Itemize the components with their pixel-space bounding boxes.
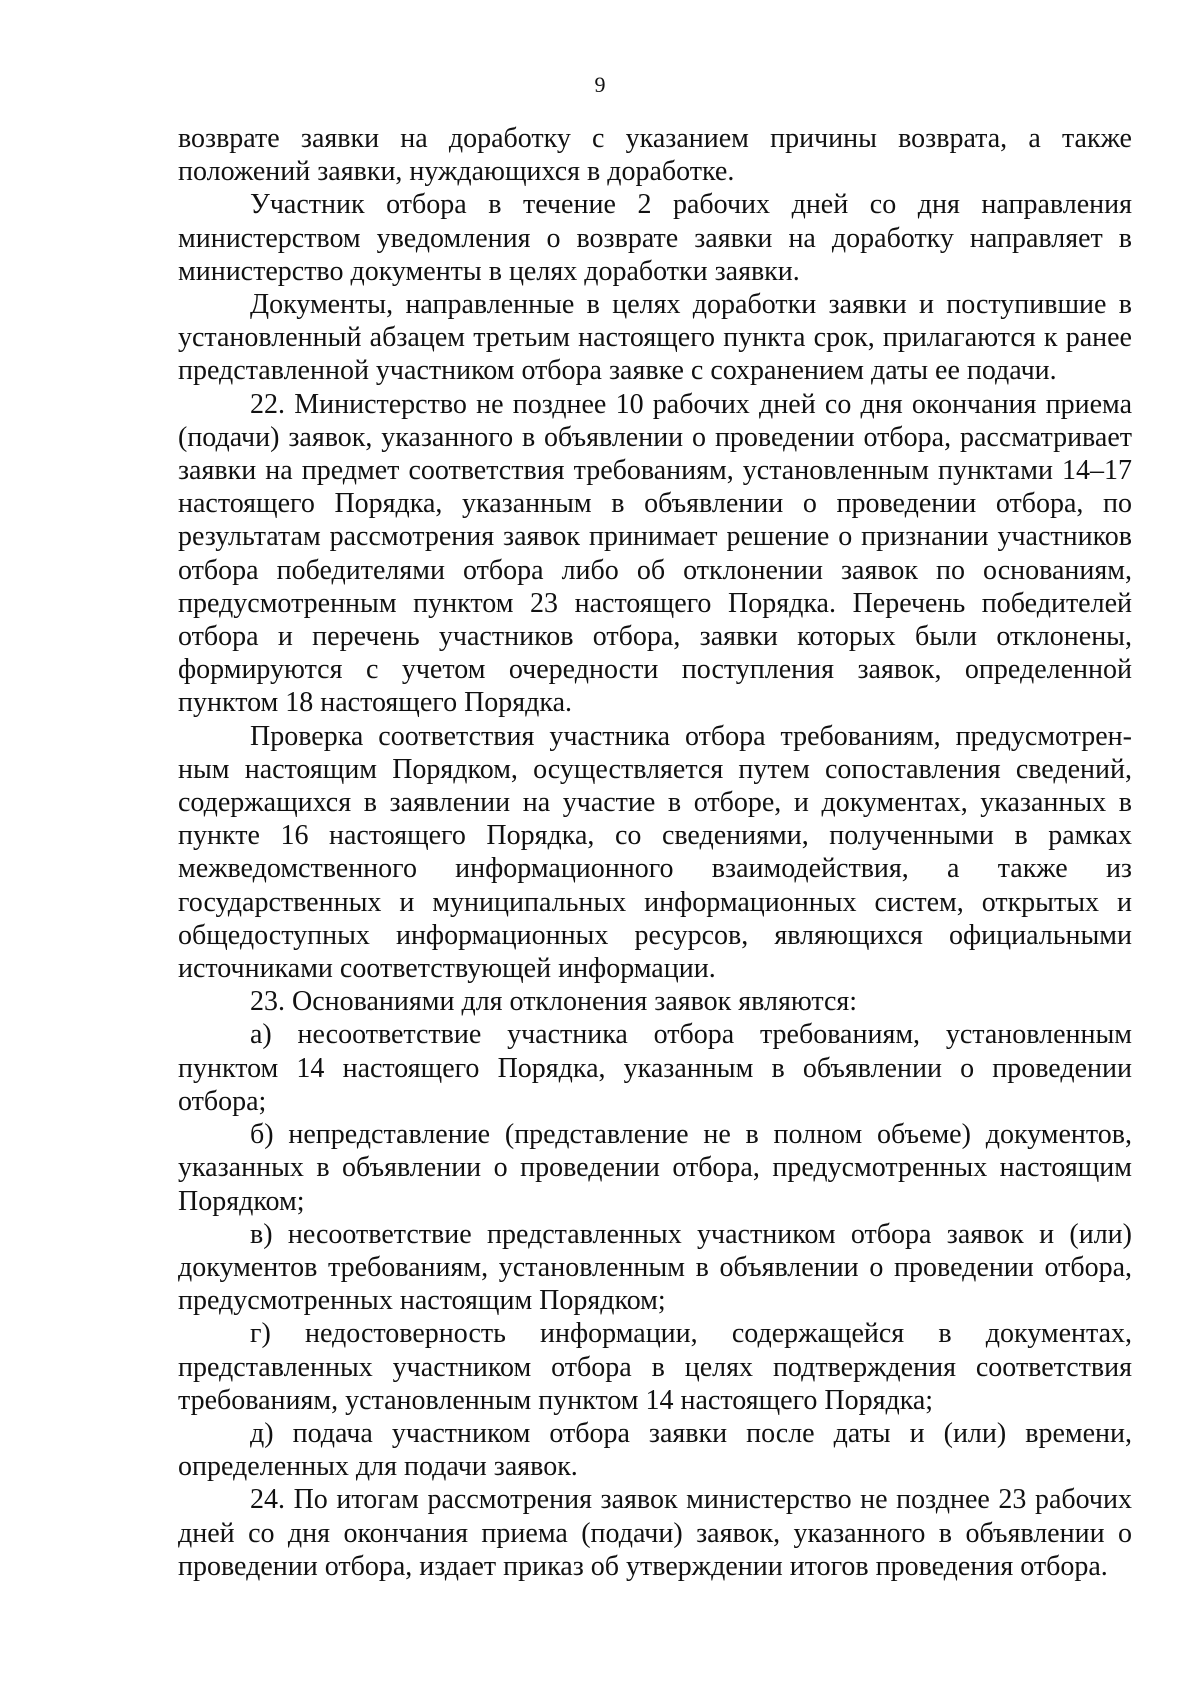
paragraph-participant-deadline: Участник отбора в течение 2 рабочих дней со дня направления министерством уведомления о возврате заявки на доработку направляет в министерство документы в целях доработки заявки. — [178, 189, 1132, 287]
list-item-d: д) подача участником отбора заявки после даты и (или) времени, определенных для подачи заявок. — [178, 1417, 1132, 1483]
page-number: 9 — [594, 72, 606, 97]
list-item-a: а) несоответствие участника отбора требованиям, установленным пунктом 14 настоящего Порядка, указанным в объявлении о проведении отбора; — [178, 1019, 1132, 1117]
list-item-b: б) непредставление (представление не в полном объеме) документов, указанных в объявлении о проведении отбора, предусмотренных настоящим Порядком; — [178, 1119, 1132, 1217]
paragraph-clause-24: 24. По итогам рассмотрения заявок министерство не позднее 23 рабочих дней со дня окончания приема (подачи) заявок, указанного в объявлении о проведении отбора, издает приказ об утверждении итогов проведения отбора. — [178, 1484, 1132, 1582]
document-body — [178, 122, 1132, 1583]
paragraph-continuation: возврате заявки на доработку с указанием причины возврата, а также положений заявки, нуждающихся в доработке. — [178, 123, 1132, 188]
list-item-g: г) недостоверность информации, содержащейся в документах, представленных участником отбора в целях подтверждения соответствия требованиям, установленным пунктом 14 настоящего Порядка; — [178, 1318, 1132, 1416]
paragraph-revised-documents: Документы, направленные в целях доработки заявки и поступившие в установленный абзацем третьим настоящего пункта срок, прилагаются к ранее представленной участником отбора заявке с сохранением даты ее подачи. — [178, 289, 1132, 387]
paragraph-clause-22: 22. Министерство не позднее 10 рабочих дней со дня окончания приема (подачи) заявок, указанного в объявлении о проведении отбора, рассматривает заявки на предмет соответствия требованиям, установленным пунктами 14–17 настоящего Порядка, указанным в объявлении о проведении отбора, по результатам рассмотрения заявок принимает решение о признании участников отбора победителями отбора либо об отклонении заявок по основаниям, предусмотренным пунктом 23 настоящего Порядка. Перечень победителей отбора и перечень участников отбора, заявки которых были отклонены, формируются с учетом очередности поступления заявок, определенной пунктом 18 настоящего Порядка. — [178, 388, 1132, 719]
paragraph-clause-23: 23. Основаниями для отклонения заявок являются: — [250, 986, 858, 1018]
paragraph-compliance-check: Проверка соответствия участника отбора требованиям, предусмотренным настоящим Порядком, осуществляется путем сопоставления сведений, содержащихся в заявлении на участие в отборе, и документах, указанных в пункте 16 настоящего Порядка, со сведениями, полученными в рамках межведомственного информационного взаимодействия, а также из государственных и муниципальных информационных систем, открытых и общедоступных информационных ресурсов, являющихся официальными источниками соответствующей информации. — [178, 720, 1132, 985]
list-item-v: в) несоответствие представленных участником отбора заявок и (или) документов требованиям, установленным в объявлении о проведении отбора, предусмотренных настоящим Порядком; — [178, 1218, 1132, 1317]
